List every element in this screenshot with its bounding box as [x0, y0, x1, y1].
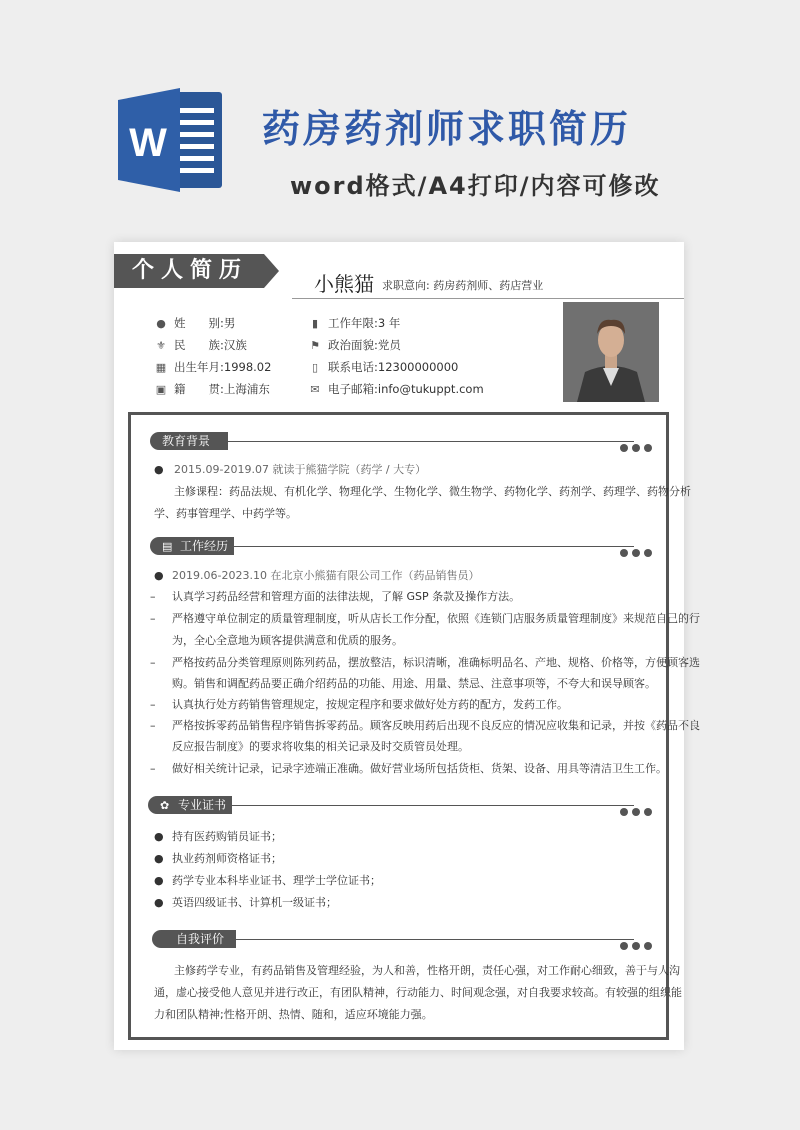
bullet-icon: ● [154, 569, 164, 582]
work-line: 认真学习药品经营和管理方面的法律法规，了解 GSP 条款及操作方法。 [172, 590, 521, 603]
banner-title: 药房药剂师求职简历 [262, 107, 632, 151]
education-dots [616, 437, 656, 447]
dash-icon: – [150, 590, 156, 603]
dash-icon: – [150, 719, 156, 732]
info-politics: ⚑ 政治面貌:党员 [308, 337, 401, 353]
cert-item: 英语四级证书、计算机一级证书； [172, 896, 337, 909]
calendar-icon: ▦ [155, 361, 167, 374]
ethnicity-icon: ⚜ [156, 339, 166, 352]
cert-item: 药学专业本科毕业证书、理学士学位证书； [172, 874, 381, 887]
info-gender: ● 姓 别:男 [154, 315, 235, 331]
education-courses-2: 学、药事管理学、中药学等。 [154, 507, 297, 520]
phone-icon: ▯ [311, 361, 319, 374]
work-line: 认真执行处方药销售管理规定，按规定程序和要求做好处方药的配方，发药工作。 [172, 698, 568, 711]
section-certs: ✿ 专业证书 [148, 796, 232, 814]
dash-icon: – [150, 612, 156, 625]
cert-item: 持有医药购销员证书； [172, 830, 282, 843]
certs-dots [616, 801, 656, 811]
info-phone: ▯ 联系电话:12300000000 [308, 359, 458, 375]
person-photo-icon [563, 302, 659, 402]
user-icon: ● [156, 317, 166, 330]
briefcase-icon: ▤ [162, 540, 173, 553]
work-line: 严格按拆零药品销售程序销售拆零药品。顾客反映用药后出现不良反应的情况应收集和记录，并按《药品不良 [172, 719, 700, 732]
briefcase-icon: ▮ [311, 317, 319, 330]
bullet-icon: ● [154, 463, 164, 476]
header-tag: 个人简历 [114, 254, 264, 288]
work-line: 为，全心全意地为顾客提供满意和优质的服务。 [172, 634, 403, 647]
work-dots [616, 542, 656, 552]
info-work-years: ▮ 工作年限:3 年 [308, 315, 400, 331]
dash-icon: – [150, 698, 156, 711]
eval-dots [616, 935, 656, 945]
education-courses-1: 主修课程：药品法规、有机化学、物理化学、生物化学、微生物学、药物化学、药剂学、药理学、药物分析 [174, 485, 691, 498]
self-eval-line: 主修药学专业，有药品销售及管理经验，为人和善，性格开朗，责任心强，对工作耐心细致，善于与人沟 [174, 964, 680, 977]
work-entry: 2019.06-2023.10 在北京小熊猫有限公司工作（药品销售员） [172, 569, 480, 582]
work-line: 购。销售和调配药品要正确介绍药品的功能、用途、用量、禁忌、注意事项等，不夸大和误导顾客。 [172, 677, 656, 690]
resume-page [114, 242, 700, 1050]
flag-icon: ⚑ [310, 339, 320, 352]
banner [0, 0, 800, 240]
mail-icon: ✉ [310, 383, 320, 396]
svg-text:W: W [129, 121, 167, 165]
cert-item: 执业药剂师资格证书； [172, 852, 282, 865]
section-work: ▤ 工作经历 [150, 537, 234, 555]
info-ethnicity: ⚜ 民 族:汉族 [154, 337, 247, 353]
bullet-icon: ● [154, 852, 164, 865]
self-eval-line: 力和团队精神;性格开朗、热情、随和，适应环境能力强。 [154, 1008, 433, 1021]
bullet-icon: ● [154, 830, 164, 843]
info-hometown: ▣ 籍 贯:上海浦东 [155, 382, 270, 396]
location-icon: ▣ [155, 383, 167, 396]
section-self-eval: 自我评价 [152, 930, 236, 948]
dash-icon: – [150, 762, 156, 775]
section-education: 教育背景 [150, 432, 228, 450]
info-email: ✉ 电子邮箱:info@tukuppt.com [308, 381, 484, 397]
job-intention: 求职意向: 药房药剂师、药店营业 [382, 279, 544, 292]
work-line: 反应报告制度》的要求将收集的相关记录及时交质管员处理。 [172, 740, 469, 753]
self-eval-line: 通，虚心接受他人意见并进行改正，有团队精神，行动能力、时间观念强，对自我要求较高。有较强的组织能 [154, 986, 682, 999]
bullet-icon: ● [154, 874, 164, 887]
certificate-icon: ✿ [160, 799, 170, 812]
work-line: 严格遵守单位制定的质量管理制度，听从店长工作分配，依照《连锁门店服务质量管理制度》来规范自己的行 [172, 612, 700, 625]
candidate-name: 小熊猫 [314, 272, 374, 296]
header-divider [292, 298, 684, 299]
profile-photo [563, 302, 659, 402]
banner-subtitle: word格式/A4打印/内容可修改 [290, 172, 661, 200]
education-entry: 2015.09-2019.07 就读于熊猫学院（药学 / 大专） [174, 463, 427, 476]
word-icon [118, 84, 226, 196]
work-line: 做好相关统计记录，记录字迹端正准确。做好营业场所包括货柜、货架、设备、用具等清洁卫生工作。 [172, 762, 667, 775]
work-line: 严格按药品分类管理原则陈列药品，摆放整洁，标识清晰，准确标明品名、产地、规格、价格等，方便顾客选 [172, 656, 700, 669]
bullet-icon: ● [154, 896, 164, 909]
info-birth: ▦ 出生年月:1998.02 [155, 360, 272, 374]
dash-icon: – [150, 656, 156, 669]
